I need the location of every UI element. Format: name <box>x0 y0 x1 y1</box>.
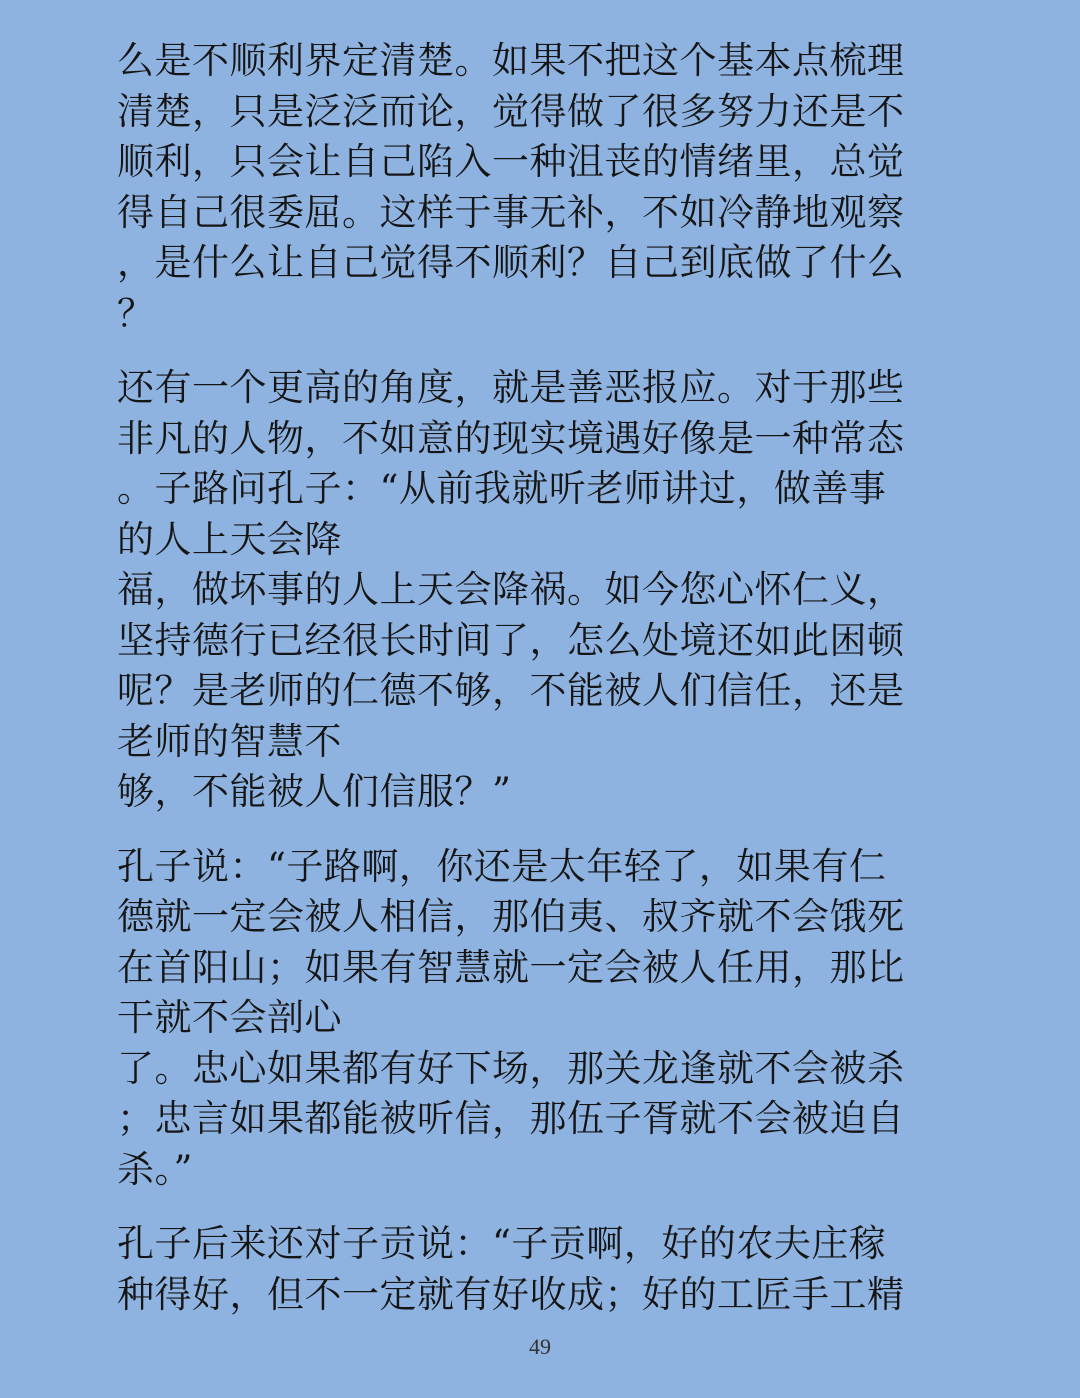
text-line: 够，不能被人们信服？” <box>117 770 512 813</box>
text-line: 杀。” <box>117 1147 193 1191</box>
text-line: 非凡的人物，不如意的现实境遇好像是一种常态 <box>117 416 905 460</box>
page-number: 49 <box>529 1334 551 1359</box>
text-line: 福，做坏事的人上天会降祸。如今您心怀仁义， <box>117 568 905 611</box>
text-line: 的人上天会降 <box>117 517 342 561</box>
paragraph-4 <box>117 1219 967 1320</box>
text-line: 孔子说：“子路啊，你还是太年轻了，如果有仁 <box>117 844 887 888</box>
text-line: 顺利，只会让自己陷入一种沮丧的情绪里，总觉 <box>117 140 905 183</box>
text-line: 种得好，但不一定就有好收成；好的工匠手工精 <box>117 1272 905 1316</box>
text-line: ？ <box>117 291 155 335</box>
text-line: 清楚，只是泛泛而论，觉得做了很多努力还是不 <box>117 89 905 133</box>
text-line: 老师的智慧不 <box>117 719 342 763</box>
text-line: 。子路问孔子：“从前我就听老师讲过，做善事 <box>117 467 887 510</box>
text-line: ，是什么让自己觉得不顺利？自己到底做了什么 <box>117 241 905 284</box>
text-line: ；忠言如果都能被听信，那伍子胥就不会被迫自 <box>117 1097 905 1140</box>
text-line: 得自己很委屈。这样于事无补，不如冷静地观察 <box>117 190 905 234</box>
text-line: 呢？是老师的仁德不够，不能被人们信任，还是 <box>117 669 905 712</box>
paragraph-1 <box>117 36 967 339</box>
paragraph-3 <box>117 842 967 1196</box>
text-line: 干就不会剖心 <box>117 996 342 1039</box>
text-line: 么是不顺利界定清楚。如果不把这个基本点梳理 <box>117 39 905 82</box>
text-line: 德就一定会被人相信，那伯夷、叔齐就不会饿死 <box>117 895 905 938</box>
body-text <box>117 36 967 1344</box>
text-line: 在首阳山；如果有智慧就一定会被人任用，那比 <box>117 945 905 989</box>
text-line: 了。忠心如果都有好下场，那关龙逢就不会被杀 <box>117 1046 905 1090</box>
text-line: 还有一个更高的角度，就是善恶报应。对于那些 <box>117 366 905 409</box>
text-line: 孔子后来还对子贡说：“子贡啊，好的农夫庄稼 <box>117 1222 887 1265</box>
paragraph-2 <box>117 363 967 818</box>
text-line: 坚持德行已经很长时间了，怎么处境还如此困顿 <box>117 618 905 662</box>
